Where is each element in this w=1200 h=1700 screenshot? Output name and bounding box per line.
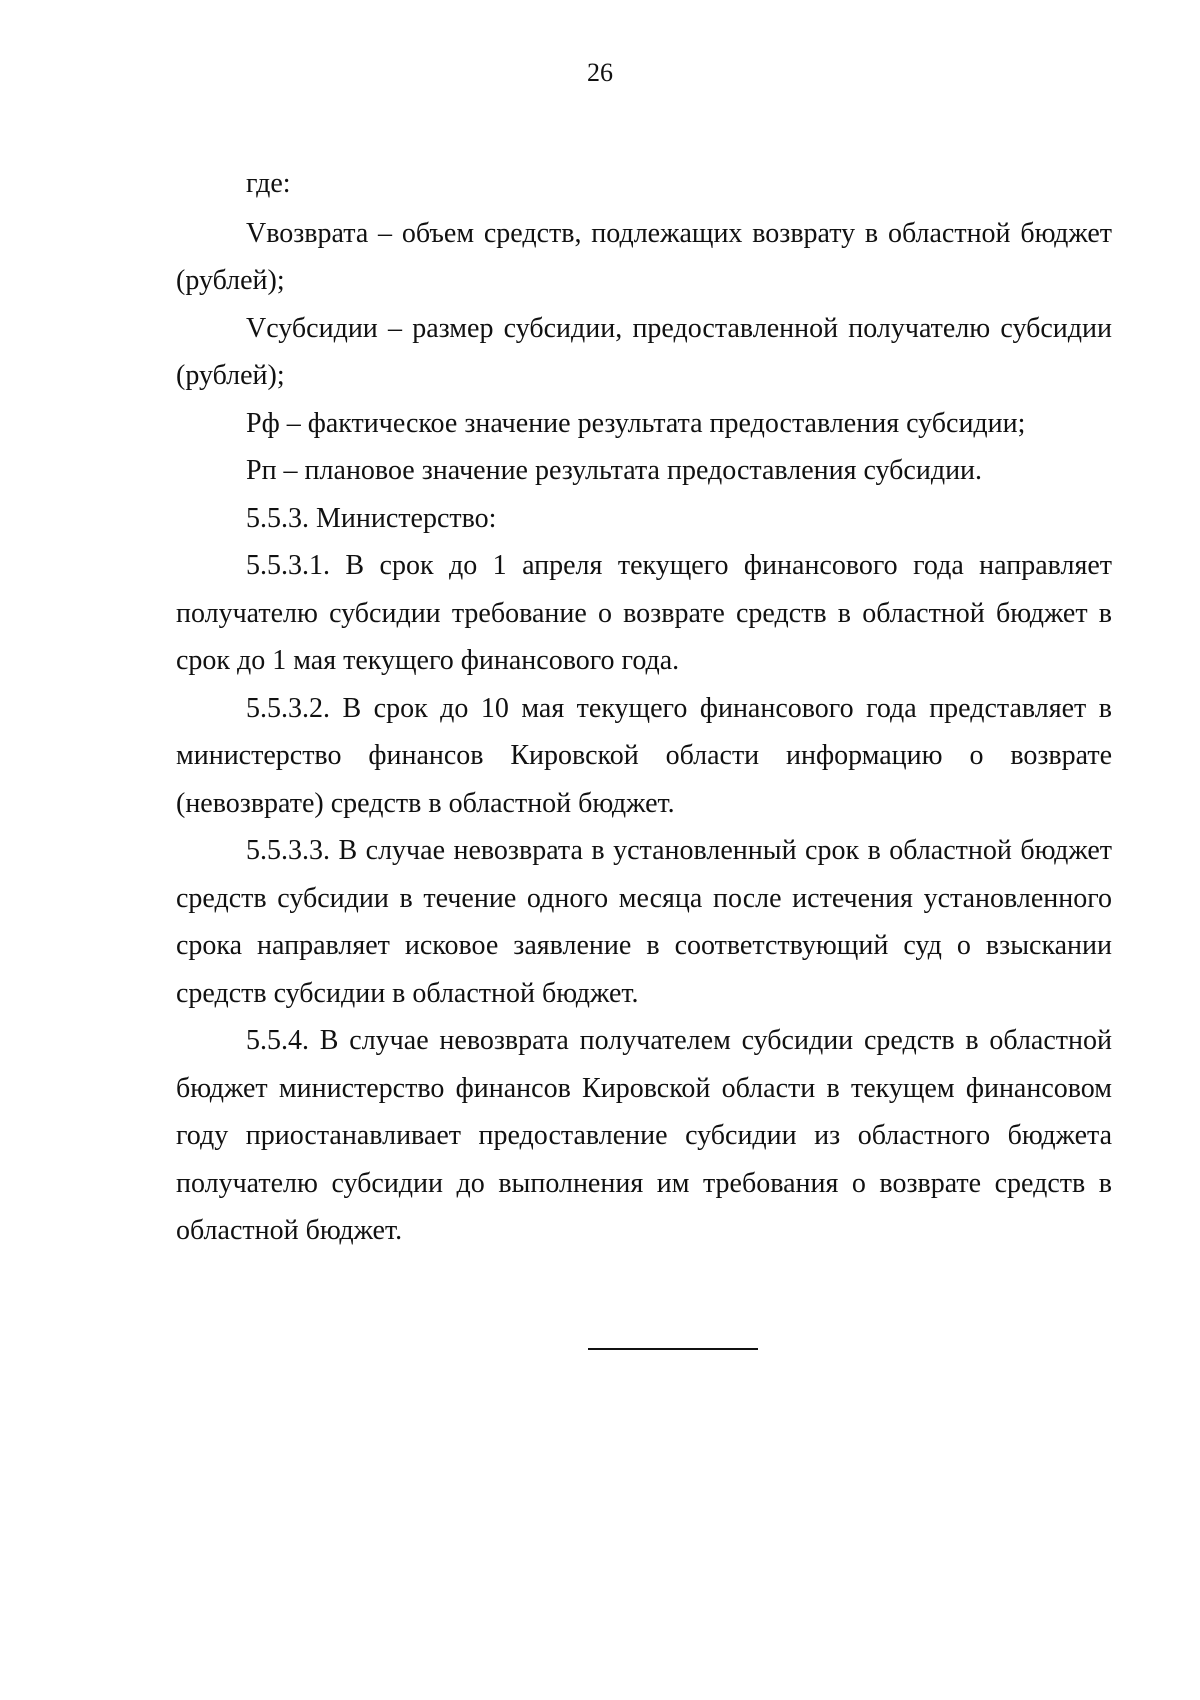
paragraph-5-5-3-1: 5.5.3.1. В срок до 1 апреля текущего финансового года направляет получателю субсидии требование о возврате средств в областной бюджет в срок до 1 мая текущего финансового года. xyxy=(176,550,1112,676)
page-number: 26 xyxy=(587,58,613,87)
paragraph-where: где: xyxy=(246,168,291,199)
paragraph-5-5-3-2: 5.5.3.2. В срок до 10 мая текущего финансового года представляет в министерство финансов Кировской области информацию о возврате (невозврате) средств в областной бюджет. xyxy=(176,692,1112,819)
paragraph-5-5-3-3: 5.5.3.3. В случае невозврата в установленный срок в областной бюджет средств субсидии в течение одного месяца после истечения установленного срока направляет исковое заявление в соответствующий суд о взыскании средств субсидии в областной бюджет. xyxy=(176,835,1112,1009)
paragraph-v-subsidy: Vсубсидии – размер субсидии, предоставленной получателю субсидии (рублей); xyxy=(176,312,1112,391)
paragraph-5-5-4: 5.5.4. В случае невозврата получателем субсидии средств в областной бюджет министерство финансов Кировской области в текущем финансовом году приостанавливает предоставление субсидии из областного бюджета получателю субсидии до выполнения им требования о возврате средств в областной бюджет. xyxy=(176,1025,1112,1246)
paragraph-5-5-3: 5.5.3. Министерство: xyxy=(246,502,497,534)
document-body xyxy=(176,160,1112,1255)
end-of-document-rule xyxy=(588,1348,758,1350)
paragraph-v-return: Vвозврата – объем средств, подлежащих возврату в областной бюджет (рублей); xyxy=(176,217,1112,296)
paragraph-rf: Рф – фактическое значение результата предоставления субсидии; xyxy=(246,407,1026,439)
paragraph-rp: Рп – плановое значение результата предоставления субсидии. xyxy=(246,455,983,486)
